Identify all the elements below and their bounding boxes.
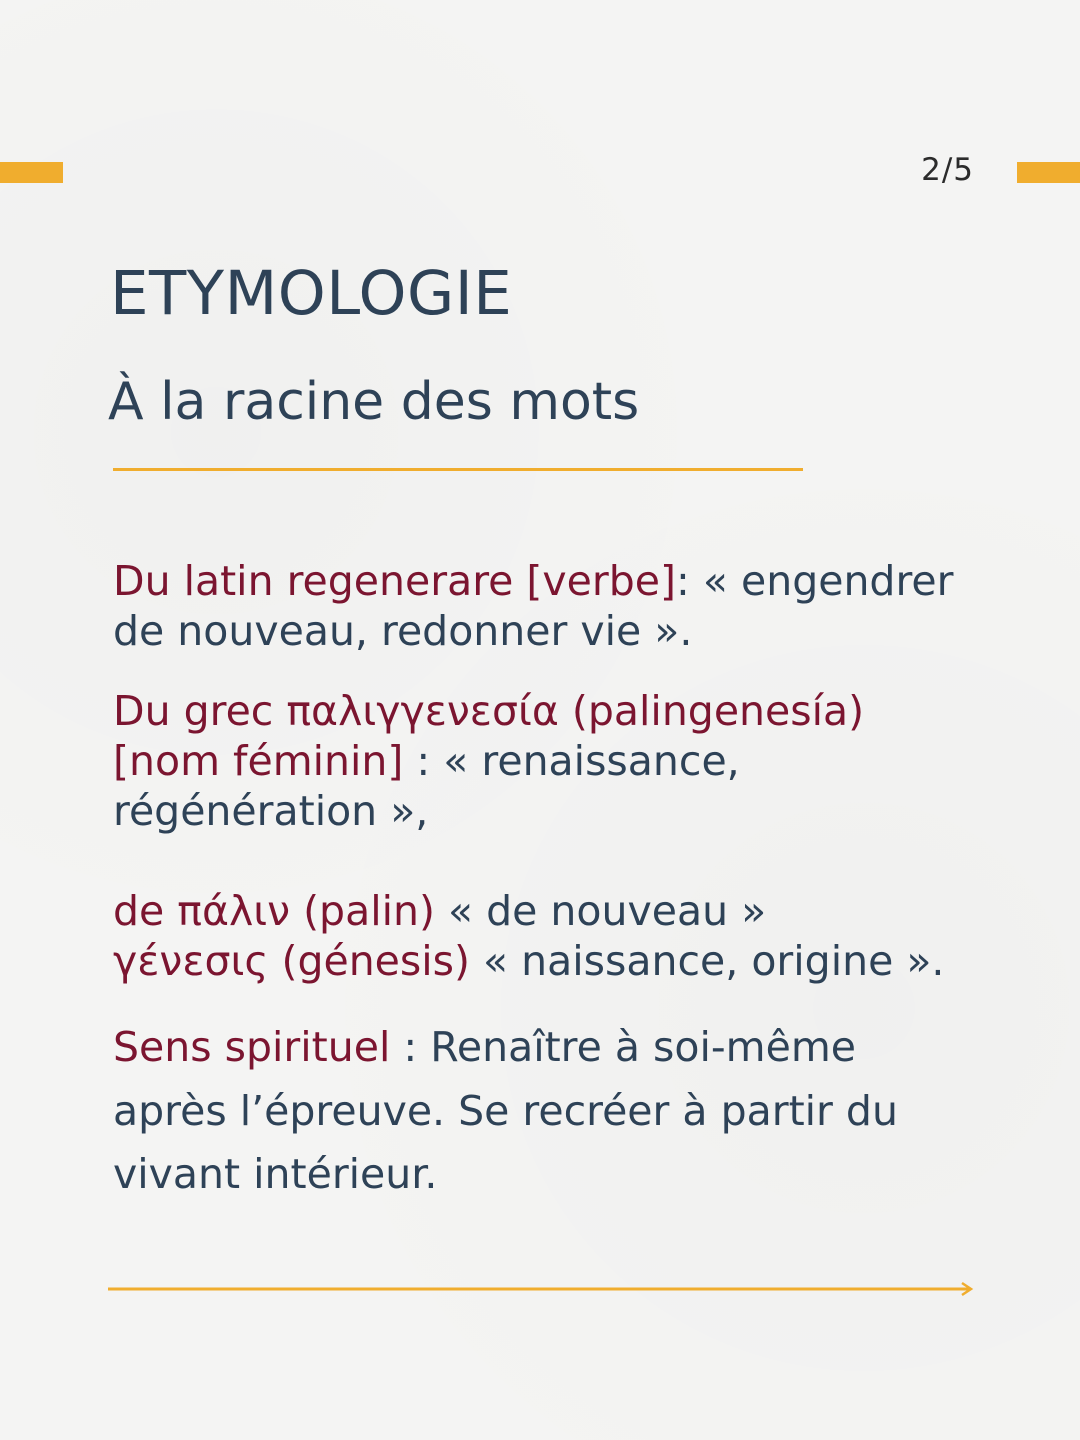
roots-entry xyxy=(113,886,973,986)
latin-entry-label: Du latin regenerare [verbe] xyxy=(113,557,677,605)
etymology-content xyxy=(113,556,973,1207)
root1-label: de πάλιν (palin) xyxy=(113,887,435,936)
greek-entry-label: Du grec παλιγγενεσία (palingenesía) [nom féminin] xyxy=(113,687,865,786)
greek-entry-text: : « renaissance, régénération », xyxy=(113,737,740,836)
arrow-right-icon xyxy=(108,1280,974,1300)
page-subtitle: À la racine des mots xyxy=(108,372,640,432)
title-divider xyxy=(113,468,803,471)
page-title: ETYMOLOGIE xyxy=(110,258,513,329)
right-accent-bar xyxy=(1017,162,1080,183)
root1-text: « de nouveau » xyxy=(434,887,767,936)
spiritual-entry-text: : Renaître à soi-même après l’épreuve. Se recréer à partir du vivant intérieur. xyxy=(113,1023,898,1199)
spiritual-entry xyxy=(113,1016,973,1207)
root2-text: « naissance, origine ». xyxy=(470,937,945,986)
greek-entry xyxy=(113,686,973,836)
page-counter: 2/5 xyxy=(921,152,974,188)
spiritual-entry-label: Sens spirituel xyxy=(113,1023,391,1072)
latin-entry-text: : « engendrer de nouveau, redonner vie ». xyxy=(113,557,954,656)
left-accent-bar xyxy=(0,162,63,183)
root2-label: γένεσις (génesis) xyxy=(113,937,471,986)
latin-entry xyxy=(113,556,973,656)
